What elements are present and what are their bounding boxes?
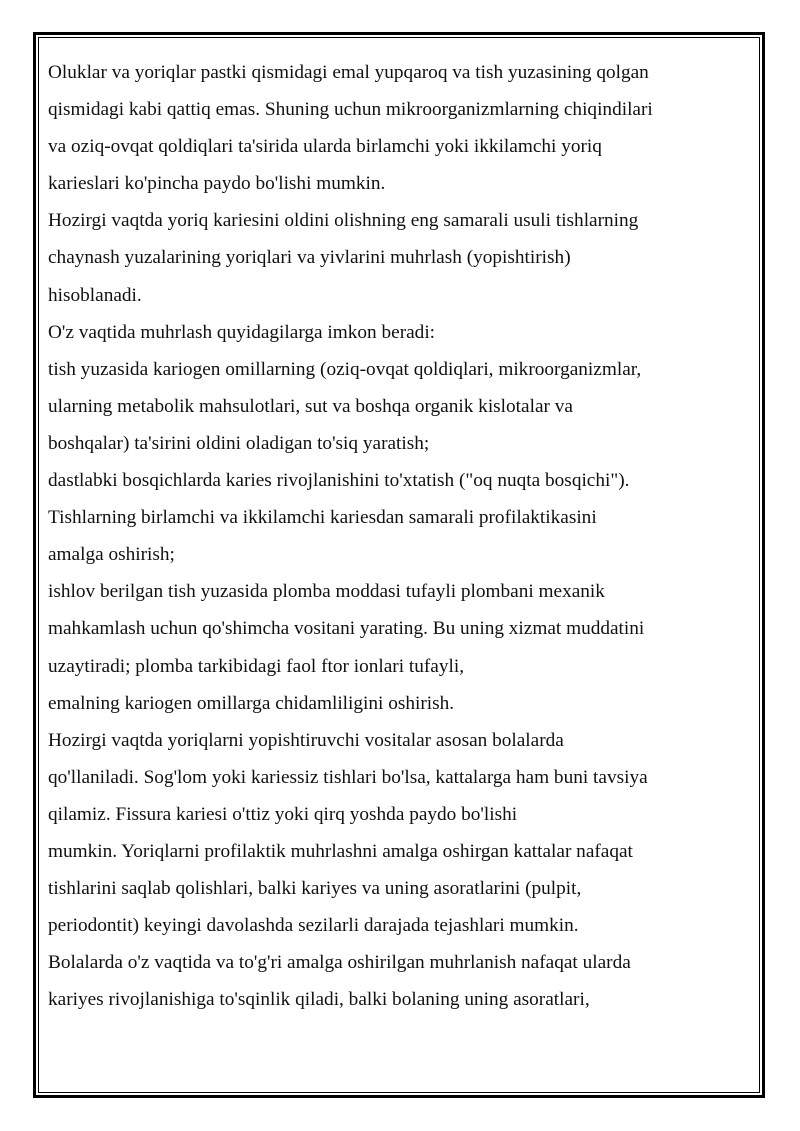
text-line: mumkin. Yoriqlarni profilaktik muhrlashni amalga oshirgan kattalar nafaqat: [48, 840, 633, 862]
text-line: ishlov berilgan tish yuzasida plomba moddasi tufayli plombani mexanik: [48, 581, 605, 603]
text-line: qo'llaniladi. Sog'lom yoki kariessiz tishlari bo'lsa, kattalarga ham buni tavsiya: [48, 766, 648, 788]
text-line: amalga oshirish;: [48, 544, 175, 566]
text-line: tishlarini saqlab qolishlari, balki kariyes va uning asoratlarini (pulpit,: [48, 878, 582, 900]
text-line: Oluklar va yoriqlar pastki qismidagi emal yupqaroq va tish yuzasining qolgan: [48, 62, 649, 83]
text-line: karieslari ko'pincha paydo bo'lishi mumkin.: [48, 173, 386, 195]
text-line: Hozirgi vaqtda yoriqlarni yopishtiruvchi vositalar asosan bolalarda: [48, 729, 564, 751]
text-line: ularning metabolik mahsulotlari, sut va boshqa organik kislotalar va: [48, 395, 573, 417]
text-line: qilamiz. Fissura kariesi o'ttiz yoki qirq yoshda paydo bo'lishi: [48, 803, 518, 825]
text-line: chaynash yuzalarining yoriqlari va yivlarini muhrlash (yopishtirish): [48, 247, 571, 269]
document-body: [48, 54, 748, 1018]
text-line: Bolalarda o'z vaqtida va to'g'ri amalga oshirilgan muhrlanish nafaqat ularda: [48, 952, 631, 974]
text-line: Tishlarning birlamchi va ikkilamchi kariesdan samarali profilaktikasini: [48, 507, 597, 529]
text-line: Hozirgi vaqtda yoriq kariesini oldini olishning eng samarali usuli tishlarning: [48, 210, 639, 232]
text-line: dastlabki bosqichlarda karies rivojlanishini to'xtatish ("oq nuqta bosqichi").: [48, 470, 630, 492]
text-line: emalning kariogen omillarga chidamliligini oshirish.: [48, 692, 455, 714]
text-line: tish yuzasida kariogen omillarning (oziq-ovqat qoldiqlari, mikroorganizmlar,: [48, 358, 642, 380]
text-line: boshqalar) ta'sirini oldini oladigan to'siq yaratish;: [48, 432, 430, 454]
text-line: mahkamlash uchun qo'shimcha vositani yarating. Bu uning xizmat muddatini: [48, 618, 645, 640]
text-line: periodontit) keyingi davolashda sezilarli darajada tejashlari mumkin.: [48, 915, 579, 937]
text-line: uzaytiradi; plomba tarkibidagi faol ftor ionlari tufayli,: [48, 655, 465, 677]
text-line: qismidagi kabi qattiq emas. Shuning uchun mikroorganizmlarning chiqindilari: [48, 99, 653, 121]
text-line: O'z vaqtida muhrlash quyidagilarga imkon beradi:: [48, 321, 436, 343]
text-line: hisoblanadi.: [48, 284, 142, 306]
text-line: va oziq-ovqat qoldiqlari ta'sirida ularda birlamchi yoki ikkilamchi yoriq: [48, 136, 602, 158]
text-line: kariyes rivojlanishiga to'sqinlik qiladi, balki bolaning uning asoratlari,: [48, 989, 590, 1011]
